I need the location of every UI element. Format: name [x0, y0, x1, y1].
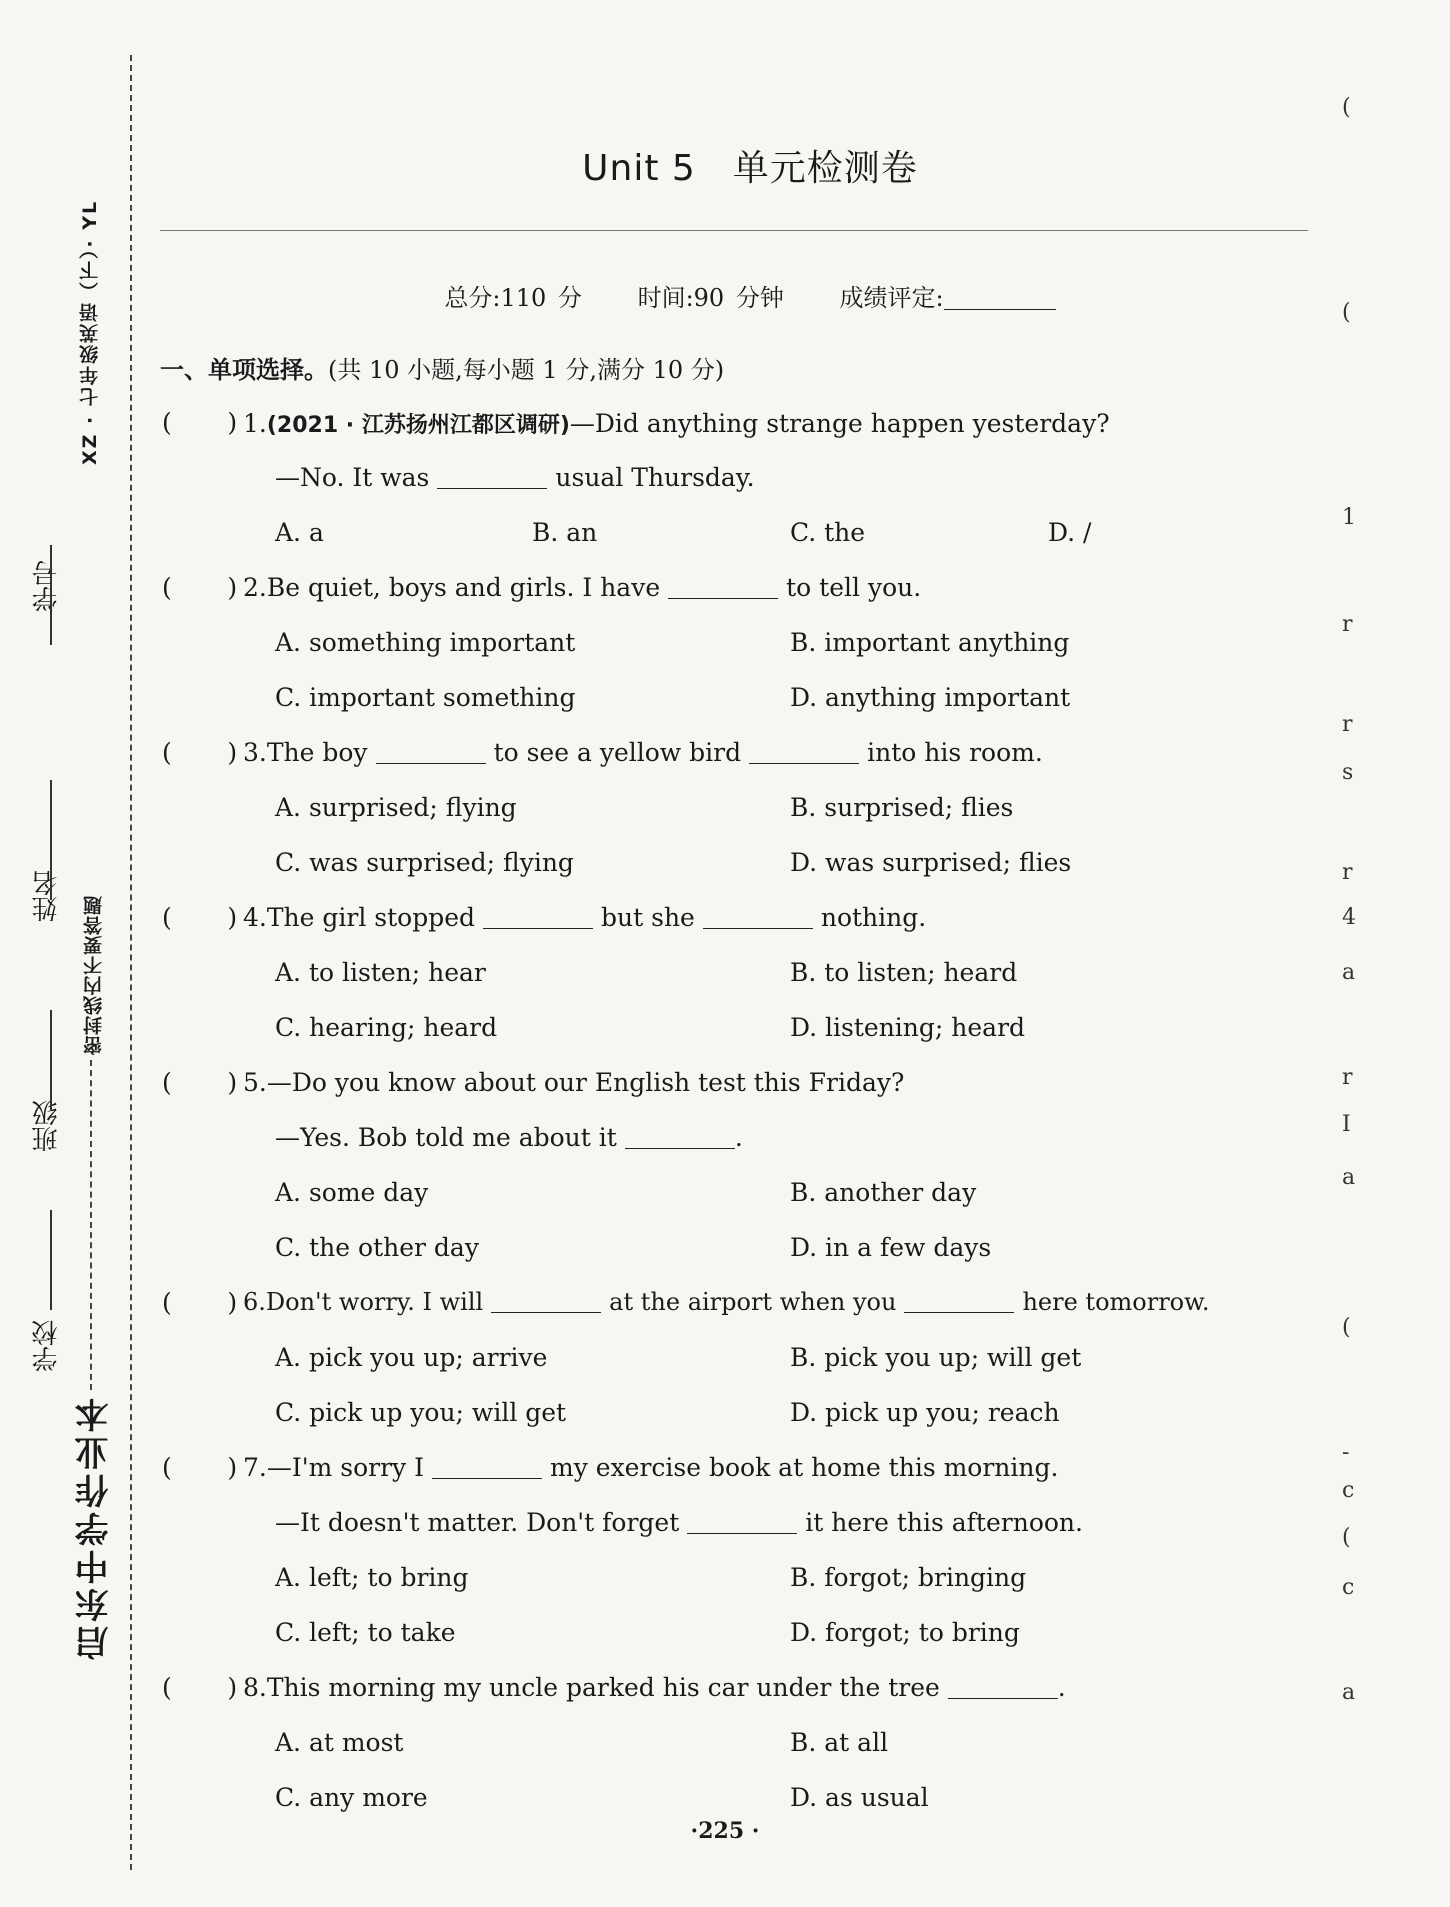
question-stem: —Did anything strange happen yesterday?	[569, 409, 1110, 438]
title-rule	[160, 230, 1308, 231]
grade-label: 成绩评定:	[839, 284, 944, 312]
question-text: —No. It was	[275, 463, 430, 492]
fragment: 4	[1342, 905, 1356, 930]
fragment: a	[1342, 1165, 1356, 1190]
option-c: C. the	[790, 518, 866, 547]
question-text: it here this afternoon.	[805, 1508, 1083, 1537]
option-d: D. /	[1048, 518, 1092, 547]
grade-blank[interactable]	[944, 285, 1056, 310]
fragment: c	[1342, 1575, 1355, 1600]
answer-blank[interactable]	[687, 1513, 797, 1534]
question-text: nothing.	[820, 903, 927, 932]
page-number: ·225 ·	[690, 1818, 760, 1844]
section-heading	[160, 350, 724, 385]
question-5	[243, 1068, 904, 1097]
question-source: (2021 · 江苏扬州江都区调研)	[266, 413, 570, 438]
option-b: B. pick you up; will get	[790, 1343, 1082, 1372]
question-6	[243, 1288, 1209, 1316]
name-line	[50, 780, 52, 900]
question-text: Be quiet, boys and girls. I have	[266, 573, 661, 602]
name-label: 姓名	[32, 870, 62, 922]
option-c: C. any more	[275, 1783, 428, 1812]
school-label: 学校	[32, 1320, 62, 1372]
seal-note: 密封线内不要答题	[83, 895, 105, 1055]
option-d: D. in a few days	[790, 1233, 992, 1262]
brand-name: 启东中学作业本	[75, 1394, 115, 1660]
answer-paren[interactable]: ( )	[162, 1673, 238, 1702]
answer-blank[interactable]	[749, 743, 859, 764]
fragment: c	[1342, 1478, 1355, 1503]
class-label: 班级	[32, 1100, 62, 1152]
fragment: r	[1342, 712, 1353, 737]
option-d: D. listening; heard	[790, 1013, 1026, 1042]
question-1-line2	[275, 463, 755, 492]
number-line	[50, 545, 52, 645]
fragment: (	[1342, 95, 1351, 120]
question-text: here tomorrow.	[1022, 1288, 1210, 1316]
question-3	[243, 738, 1043, 767]
answer-blank[interactable]	[904, 1292, 1014, 1313]
question-text: but she	[601, 903, 695, 932]
question-text: my exercise book at home this morning.	[550, 1453, 1059, 1482]
question-text: at the airport when you	[609, 1288, 897, 1316]
question-number: 7.	[243, 1453, 267, 1482]
answer-blank[interactable]	[437, 468, 547, 489]
answer-paren[interactable]: ( )	[162, 1288, 238, 1317]
answer-paren[interactable]: ( )	[162, 903, 238, 932]
option-b: B. to listen; heard	[790, 958, 1018, 987]
option-c: C. was surprised; flying	[275, 848, 574, 877]
option-d: D. forgot; to bring	[790, 1618, 1020, 1647]
time-limit: 时间:90 分钟	[637, 284, 784, 312]
page-title: Unit 5 单元检测卷	[582, 148, 918, 189]
question-text: usual Thursday.	[555, 463, 755, 492]
question-number: 1.	[243, 409, 267, 438]
grade-field	[839, 284, 1055, 312]
option-a: A. left; to bring	[275, 1563, 469, 1592]
answer-blank[interactable]	[491, 1292, 601, 1313]
question-text: into his room.	[867, 738, 1043, 767]
option-a: A. pick you up; arrive	[275, 1343, 548, 1372]
answer-blank[interactable]	[948, 1678, 1058, 1699]
option-d: D. anything important	[790, 683, 1071, 712]
fragment: s	[1342, 760, 1354, 785]
question-text: .	[1057, 1673, 1066, 1702]
question-number: 3.	[243, 738, 267, 767]
fragment: a	[1342, 960, 1356, 985]
answer-paren[interactable]: ( )	[162, 1068, 238, 1097]
option-b: B. at all	[790, 1728, 889, 1757]
answer-blank[interactable]	[625, 1128, 735, 1149]
question-number: 5.	[243, 1068, 267, 1097]
meta-line	[160, 278, 1340, 313]
question-text: to tell you.	[786, 573, 922, 602]
fragment: r	[1342, 1065, 1353, 1090]
option-c: C. left; to take	[275, 1618, 456, 1647]
question-7-line2	[275, 1508, 1083, 1537]
fragment: (	[1342, 1315, 1351, 1340]
question-number: 4.	[243, 903, 267, 932]
question-number: 8.	[243, 1673, 267, 1702]
answer-blank[interactable]	[376, 743, 486, 764]
question-number: 6.	[243, 1288, 266, 1316]
answer-blank[interactable]	[432, 1458, 542, 1479]
option-c: C. the other day	[275, 1233, 479, 1262]
option-b: B. an	[532, 518, 598, 547]
question-text: to see a yellow bird	[493, 738, 742, 767]
question-text: Don't worry. I will	[265, 1288, 484, 1316]
section-title: 一、单项选择。	[160, 356, 328, 384]
total-score: 总分:110 分	[444, 284, 582, 312]
option-a: A. surprised; flying	[275, 793, 517, 822]
fragment: a	[1342, 1680, 1356, 1705]
answer-paren[interactable]: ( )	[162, 408, 238, 437]
fragment: 1	[1342, 505, 1356, 530]
question-text: —Do you know about our English test this Friday?	[266, 1068, 905, 1097]
option-a: A. something important	[275, 628, 576, 657]
question-text: —It doesn't matter. Don't forget	[275, 1508, 680, 1537]
seal-dash	[90, 1060, 92, 1390]
question-text: The girl stopped	[266, 903, 476, 932]
option-b: B. another day	[790, 1178, 977, 1207]
option-d: D. as usual	[790, 1783, 929, 1812]
option-a: A. to listen; hear	[275, 958, 486, 987]
option-d: D. was surprised; flies	[790, 848, 1072, 877]
class-line	[50, 1010, 52, 1110]
question-number: 2.	[243, 573, 267, 602]
fragment: r	[1342, 860, 1353, 885]
book-code: XZ · 七年级英语（下）· YL	[79, 200, 101, 466]
question-text: .	[734, 1123, 743, 1152]
question-text: —Yes. Bob told me about it	[275, 1123, 617, 1152]
question-1	[243, 408, 1110, 439]
fragment: r	[1342, 612, 1353, 637]
option-c: C. hearing; heard	[275, 1013, 498, 1042]
answer-paren[interactable]: ( )	[162, 738, 238, 767]
answer-blank[interactable]	[668, 578, 778, 599]
question-2	[243, 573, 921, 602]
number-label: 学号	[32, 560, 62, 612]
answer-blank[interactable]	[703, 908, 813, 929]
answer-paren[interactable]: ( )	[162, 1453, 238, 1482]
option-a: A. some day	[275, 1178, 429, 1207]
question-4	[243, 903, 926, 932]
question-8	[243, 1673, 1066, 1702]
option-b: B. important anything	[790, 628, 1070, 657]
question-text: This morning my uncle parked his car under the tree	[266, 1673, 940, 1702]
fragment: -	[1342, 1440, 1350, 1465]
fragment: I	[1342, 1112, 1351, 1137]
question-5-line2	[275, 1123, 743, 1152]
option-a: A. at most	[275, 1728, 404, 1757]
question-7	[243, 1453, 1058, 1482]
option-c: C. important something	[275, 683, 576, 712]
option-c: C. pick up you; will get	[275, 1398, 567, 1427]
binding-dashed-line	[130, 55, 132, 1870]
fragment: (	[1342, 1525, 1351, 1550]
fragment: (	[1342, 300, 1351, 325]
section-note: (共 10 小题,每小题 1 分,满分 10 分)	[328, 356, 725, 384]
option-d: D. pick up you; reach	[790, 1398, 1060, 1427]
question-text: The boy	[266, 738, 368, 767]
option-b: B. surprised; flies	[790, 793, 1014, 822]
option-a: A. a	[275, 518, 324, 547]
answer-blank[interactable]	[483, 908, 593, 929]
answer-paren[interactable]: ( )	[162, 573, 238, 602]
question-text: —I'm sorry I	[266, 1453, 424, 1482]
school-line	[50, 1210, 52, 1310]
option-b: B. forgot; bringing	[790, 1563, 1027, 1592]
